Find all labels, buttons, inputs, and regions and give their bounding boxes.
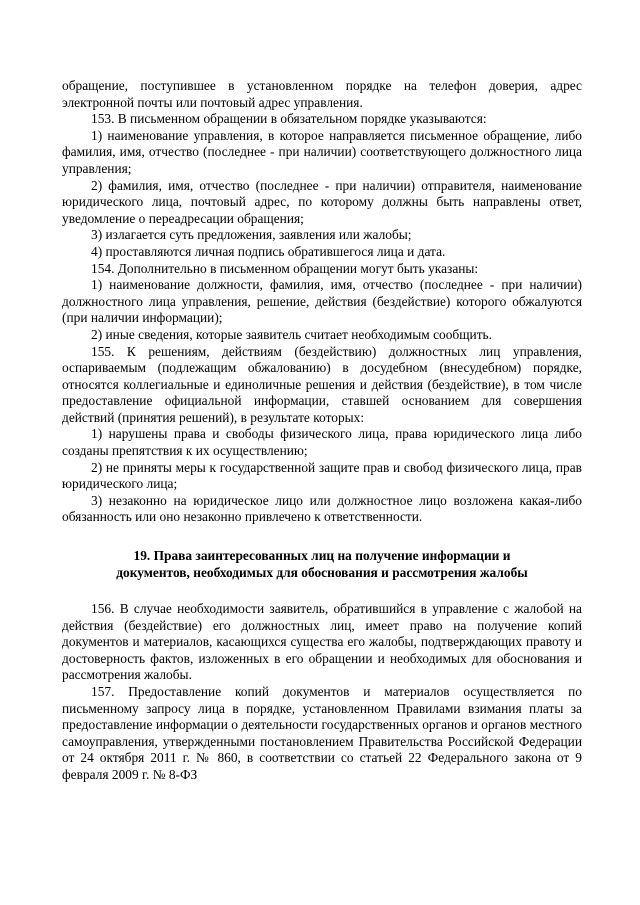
document-paragraph: 3) излагается суть предложения, заявления или жалобы; <box>91 227 412 243</box>
document-paragraph: 155. К решениям, действиям (бездействию) должностных лиц управления, оспариваемым (подлежащим обжалованию) в досудебном (внесудебном) порядке, относятся коллегиальные и единоличные решения и действия (бездействие), в том числе предоставление официальной информации, ставшей основанием для совершения действий (принятия решений), в результате которых: <box>62 343 582 425</box>
document-paragraph: 2) иные сведения, которые заявитель считает необходимым сообщить. <box>91 326 493 342</box>
document-paragraph: 157. Предоставление копий документов и материалов осуществляется по письменному запросу лица в порядке, установленном Правилами взимания платы за предоставление информации о деятельности государственных органов и органов местного самоуправления, утвержденными постановлением Правительства Российской Федерации от 24 октября 2011 г. № 860, в соответствии со статьей 22 Федерального закона от 9 февраля 2009 г. № 8-ФЗ <box>62 684 582 782</box>
document-paragraph: 154. Дополнительно в письменном обращении могут быть указаны: <box>91 260 479 276</box>
document-paragraph: 156. В случае необходимости заявитель, обратившийся в управление с жалобой на действия (бездействие) его должностных лиц, имеет право на получение копий документов и материалов, касающихся существа его жалобы, подтверждающих правоту и достоверность фактов, изложенных в его обращении и необходимых для обоснования и рассмотрения жалобы. <box>62 601 582 683</box>
document-paragraph: обращение, поступившее в установленном порядке на телефон доверия, адрес электронной почты или почтовый адрес управления. <box>62 78 582 110</box>
document-paragraph: 153. В письменном обращении в обязательном порядке указываются: <box>91 111 487 127</box>
document-paragraph: 1) наименование должности, фамилия, имя, отчество (последнее - при наличии) должностного лица управления, решение, действия (бездействие) которого обжалуются (при наличии информации); <box>62 277 582 326</box>
section-heading-line-1: 19. Права заинтересованных лиц на получение информации и <box>133 548 511 564</box>
document-paragraph: 1) наименование управления, в которое направляется письменное обращение, либо фамилия, имя, отчество (последнее - при наличии) соответствующего должностного лица управления; <box>62 127 582 176</box>
section-heading-line-2: документов, необходимых для обоснования и рассмотрения жалобы <box>116 565 528 581</box>
document-paragraph: 3) незаконно на юридическое лицо или должностное лицо возложена какая-либо обязанность или оно незаконно привлечено к ответственности. <box>62 492 582 525</box>
document-paragraph: 2) фамилия, имя, отчество (последнее - при наличии) отправителя, наименование юридического лица, почтовый адрес, по которому должны быть направлены ответ, уведомление о переадресации обращения; <box>62 177 582 226</box>
document-paragraph: 1) нарушены права и свободы физического лица, права юридического лица либо созданы препятствия к их осуществлению; <box>62 426 582 459</box>
section-heading <box>62 547 582 581</box>
paragraphs-after-section <box>62 601 582 784</box>
document-paragraph: 4) проставляются личная подпись обратившегося лица и дата. <box>91 243 446 259</box>
paragraphs-before-section <box>62 78 582 526</box>
document-paragraph: 2) не приняты меры к государственной защите прав и свобод физического лица, прав юридического лица; <box>62 459 582 492</box>
